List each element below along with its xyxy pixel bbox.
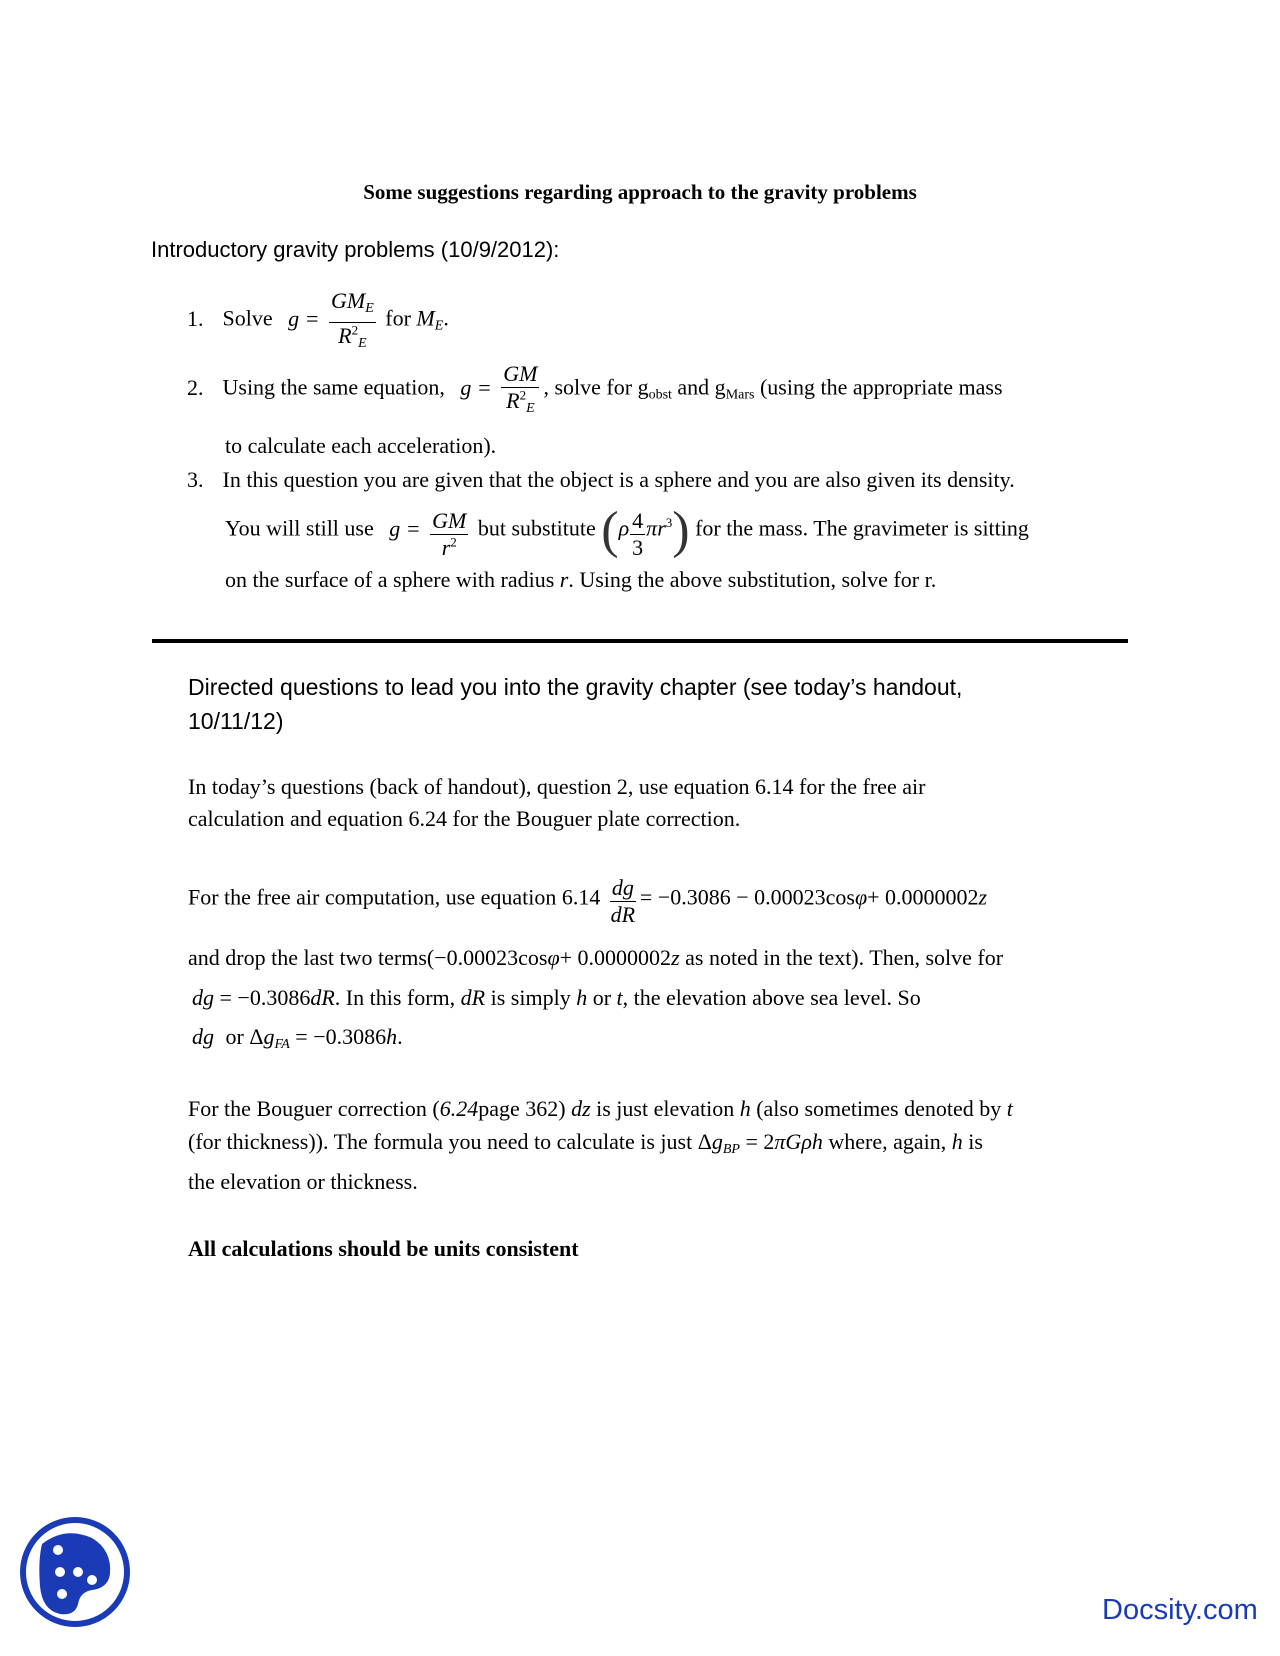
para2-line4-end: . (397, 1024, 403, 1049)
item-1-den: R (338, 323, 352, 348)
para3-line3: the elevation or thickness. (188, 1169, 418, 1194)
para2-line3-or: or (592, 985, 612, 1010)
section2-heading-line1: Directed questions to lead you into the gravity chapter (see today’s handout, (188, 674, 963, 700)
item-3-post: for the mass. The gravimeter is sitting (695, 515, 1029, 541)
para2-line3-b: is simply (490, 985, 571, 1010)
closing-note: All calculations should be units consistent (188, 1236, 579, 1261)
para2-line3 (192, 981, 921, 1014)
item-2-den-sup: 2 (519, 387, 527, 403)
item-1-fraction (329, 288, 376, 357)
para2-line4-eq: = −0.3086 (295, 1024, 387, 1049)
item-2-num: GM (503, 361, 538, 386)
item-1-den-sub: E (358, 336, 367, 351)
item-3-pre: You will still use (225, 515, 374, 541)
para3-line2-a: (for thickness)). The formula you need to calculate is just Δ (188, 1129, 712, 1154)
para3-line1-h: h (739, 1096, 751, 1121)
para2-line2-b: as noted in the text). Then, solve for (685, 945, 1004, 970)
item-1-num-sub: E (365, 301, 374, 316)
item-3-eq-lhs: g = (389, 515, 421, 541)
item-2-eq-lhs: g = (460, 374, 492, 400)
para3-line2 (188, 1125, 983, 1166)
para2-line2-a: and drop the last two terms( (188, 945, 435, 970)
para2-eq2: + 0.0000002 (867, 884, 979, 910)
para2-eq: = −0.3086 − 0.00023cos (639, 884, 855, 910)
para2-line2 (188, 941, 1003, 974)
item-1-eq-lhs: g = (288, 305, 320, 331)
para1-line1: In today’s questions (back of handout), question 2, use equation 6.14 for the free air (188, 774, 926, 799)
item-3-text1: In this question you are given that the object is a sphere and you are also given its density. (222, 467, 1015, 492)
item-2-fraction (501, 361, 539, 422)
para2-line2-eq: −0.00023cos (434, 945, 548, 970)
item-3-num: GM (432, 508, 467, 533)
item-2-den: R (506, 388, 520, 413)
item-3-den-sup: 2 (450, 534, 457, 550)
para3-line1-ref: 6.24 (439, 1096, 479, 1121)
item-1-num: GM (330, 288, 366, 313)
item-2 (187, 359, 1003, 420)
para2-line4-or: or Δ (225, 1024, 264, 1049)
para2-line2-phi: φ (547, 945, 560, 970)
item-1 (187, 286, 449, 355)
item-2-pre: Using the same equation, (222, 374, 445, 400)
para2-line3-t: t (616, 985, 623, 1010)
item-1-post: for (385, 305, 411, 331)
item-3-r-sup: 3 (665, 515, 673, 531)
item-3-inner-num: 4 (632, 508, 644, 533)
para3-line2-c: is (968, 1129, 983, 1154)
para2-phi: φ (854, 884, 868, 910)
para2-line3-c: , the elevation above sea level. So (622, 985, 921, 1010)
left-paren-icon: ( (601, 501, 619, 559)
para3-line1 (188, 1092, 1013, 1125)
right-paren-icon: ) (672, 501, 690, 559)
para3-line2-b: where, again, (828, 1129, 947, 1154)
item-2-post3: (using the appropriate mass (759, 374, 1003, 400)
para2-line3-eq: = −0.3086 (219, 985, 311, 1010)
para2-line3-a: . In this form, (334, 985, 456, 1010)
para2-line3-dR: dR (310, 985, 335, 1010)
para2-line4-dg: dg (192, 1024, 214, 1049)
para2-line2-z: z (671, 945, 680, 970)
item-3-line3-r: r (559, 567, 569, 592)
para2-line2-eq2: + 0.0000002 (559, 945, 672, 970)
item-3-line3-b: . Using the above substitution, solve for r. (568, 567, 937, 592)
item-3-line3 (225, 563, 936, 596)
item-1-var: M (416, 305, 435, 331)
item-2-den-sub: E (526, 401, 535, 416)
item-2-sub2: Mars (725, 387, 755, 403)
item-1-den-sup: 2 (351, 322, 359, 338)
para2-pre: For the free air computation, use equation 6.14 (188, 884, 601, 910)
para3-line1-c: is just elevation (596, 1096, 735, 1121)
para3-line1-b: page 362) (478, 1096, 566, 1121)
item-1-number: 1. (187, 305, 204, 331)
item-2-number: 2. (187, 374, 204, 400)
para3-line1-dz: dz (571, 1096, 591, 1121)
para3-line1-t: t (1006, 1096, 1013, 1121)
item-3-inner-fraction (630, 508, 645, 561)
para2-line4-sub: FA (274, 1037, 290, 1052)
item-2-post1: , solve for g (543, 374, 649, 400)
section-divider (152, 639, 1128, 643)
para2-line3-dg: dg (192, 985, 214, 1010)
para2-line4-h: h (386, 1024, 398, 1049)
para2-line4-g: g (263, 1024, 275, 1049)
item-3-rho: ρ (618, 515, 630, 541)
para2-frac-den: dR (610, 902, 636, 927)
docsity-logo-icon (20, 1516, 130, 1628)
section1-heading: Introductory gravity problems (10/9/2012): (151, 237, 560, 262)
item-3-line1 (187, 463, 1015, 496)
para2-line3-dR2: dR (460, 985, 486, 1010)
para2-line4 (192, 1020, 403, 1061)
item-3-number: 3. (187, 467, 204, 492)
para3-line2-pi: πGρh (774, 1129, 823, 1154)
para2-line1 (188, 873, 987, 926)
page-title: Some suggestions regarding approach to the gravity problems (363, 180, 917, 204)
item-3-pi-r: πr (646, 515, 666, 541)
item-3-mid: but substitute (477, 515, 596, 541)
item-3-fraction (430, 508, 468, 561)
para2-line3-h: h (576, 985, 588, 1010)
para3-line2-g: g (711, 1129, 723, 1154)
para2-z: z (978, 884, 988, 910)
item-1-pre: Solve (222, 305, 273, 331)
docsity-brand-link[interactable]: Docsity.com (1102, 1594, 1258, 1626)
item-1-end: . (443, 305, 449, 331)
para3-line1-a: For the Bouguer correction ( (188, 1096, 440, 1121)
para3-line1-d: (also sometimes denoted by (756, 1096, 1002, 1121)
para2-fraction (610, 875, 636, 928)
para1-line2: calculation and equation 6.24 for the Bouguer plate correction. (188, 806, 741, 831)
item-2-post2: and g (677, 374, 726, 400)
item-1-var-sub: E (434, 318, 444, 334)
para3-line2-eq: = 2 (745, 1129, 775, 1154)
para3-line2-h: h (951, 1129, 963, 1154)
para2-frac-num: dg (611, 875, 634, 900)
item-3-den: r (441, 535, 451, 560)
item-2-line2: to calculate each acceleration). (225, 433, 497, 458)
item-3-line2 (225, 501, 1029, 560)
item-2-sub1: obst (648, 387, 672, 403)
item-3-line3-a: on the surface of a sphere with radius (225, 567, 555, 592)
para3-line2-sub: BP (722, 1142, 740, 1157)
section2-heading-line2: 10/11/12) (188, 708, 284, 734)
item-3-inner-den: 3 (632, 535, 644, 560)
